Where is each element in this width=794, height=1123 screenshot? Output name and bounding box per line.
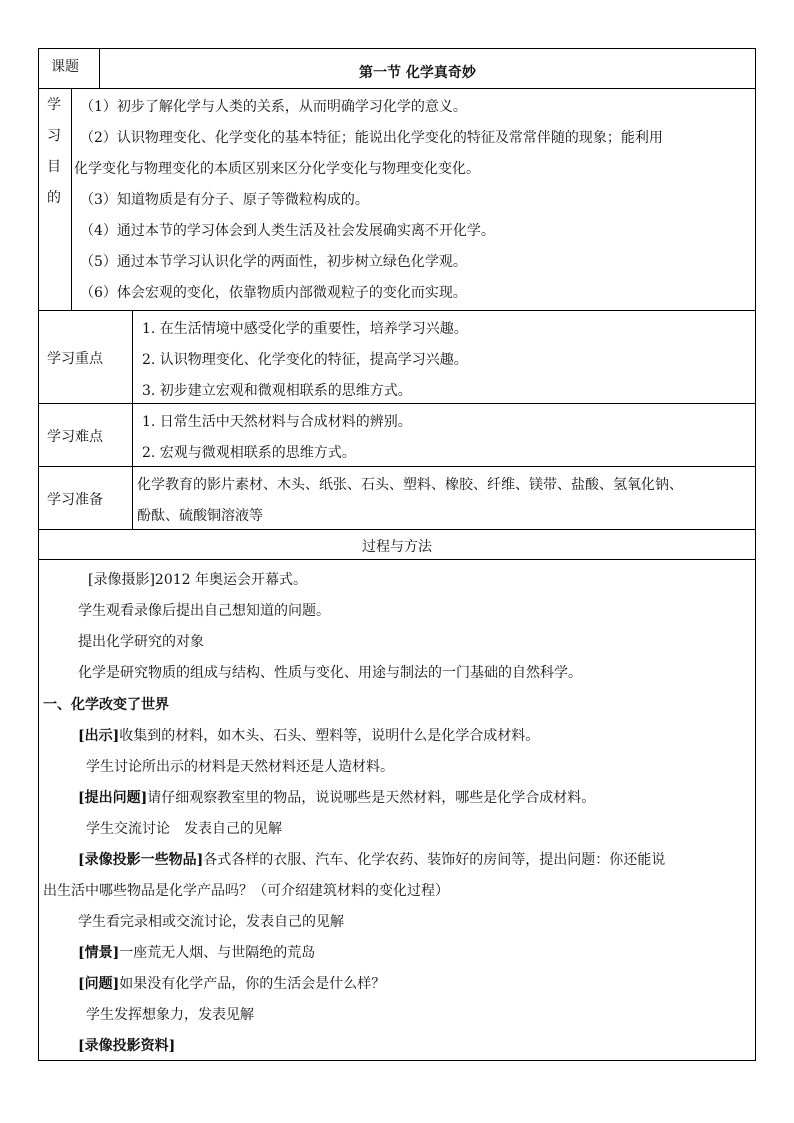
divider xyxy=(71,89,72,310)
process-text: 各式各样的衣服、汽车、化学农药、装饰好的房间等，提出问题：你还能说 xyxy=(203,852,666,868)
difficulty-item: 2. 宏观与微观相联系的思维方式。 xyxy=(142,445,356,461)
objectives-row xyxy=(39,89,755,311)
process-tag: [提出问题] xyxy=(78,790,148,806)
process-text: 收集到的材料，如木头、石头、塑料等，说明什么是化学合成材料。 xyxy=(119,728,540,744)
difficulties-row xyxy=(39,404,755,467)
key-point-item: 3. 初步建立宏观和微观相联系的思维方式。 xyxy=(142,383,412,399)
preparation-label: 学习准备 xyxy=(47,492,103,508)
process-text: 如果没有化学产品，你的生活会是什么样？ xyxy=(119,976,386,992)
divider xyxy=(99,49,100,88)
divider xyxy=(132,467,133,529)
process-line xyxy=(78,849,665,869)
process-line: 学生发挥想象力，发表见解 xyxy=(86,1007,254,1023)
process-text: 一座荒无人烟、与世隔绝的荒岛 xyxy=(119,945,316,961)
objective-line: （6）体会宏观的变化，依靠物质内部微观粒子的变化而实现。 xyxy=(80,285,467,301)
process-line: 提出化学研究的对象 xyxy=(78,634,204,650)
process-text: 请仔细观察教室里的物品，说说哪些是天然材料，哪些是化学合成材料。 xyxy=(147,790,596,806)
objective-line: （3）知道物质是有分子、原子等微粒构成的。 xyxy=(80,192,369,208)
process-line: 学生讨论所出示的材料是天然材料还是人造材料。 xyxy=(86,759,394,775)
objective-line: （5）通过本节学习认识化学的两面性，初步树立绿色化学观。 xyxy=(80,254,467,270)
process-header: 过程与方法 xyxy=(362,539,432,555)
process-tag: [问题] xyxy=(78,976,120,992)
process-line: 学生观看录像后提出自己想知道的问题。 xyxy=(78,603,330,619)
objectives-label-char: 的 xyxy=(47,190,61,206)
process-line: 出生活中哪些物品是化学产品吗？（可介绍建筑材料的变化过程） xyxy=(43,883,449,899)
objective-line: （2）认识物理变化、化学变化的基本特征；能说出化学变化的特征及常常伴随的现象；能利用 xyxy=(80,130,663,146)
process-line xyxy=(78,973,385,993)
section-heading: 一、化学改变了世界 xyxy=(43,697,169,713)
divider xyxy=(132,404,133,466)
objectives-label-char: 学 xyxy=(47,97,61,113)
process-line: 化学是研究物质的组成与结构、性质与变化、用途与制法的一门基础的自然科学。 xyxy=(78,665,582,681)
objective-line: （1）初步了解化学与人类的关系，从而明确学习化学的意义。 xyxy=(80,99,467,115)
difficulty-item: 1. 日常生活中天然材料与合成材料的辨别。 xyxy=(142,414,412,430)
process-header-row xyxy=(39,530,755,560)
preparation-line: 化学教育的影片素材、木头、纸张、石头、塑料、橡胶、纤维、镁带、盐酸、氢氧化钠、 xyxy=(137,477,683,493)
key-points-label: 学习重点 xyxy=(47,351,103,367)
process-line: 学生交流讨论 发表自己的见解 xyxy=(86,821,282,837)
process-line xyxy=(78,787,595,807)
page-title: 第一节 化学真奇妙 xyxy=(359,65,476,81)
difficulties-label: 学习难点 xyxy=(47,429,103,445)
lesson-plan-table xyxy=(38,48,756,1061)
objectives-label-char: 习 xyxy=(47,128,61,144)
title-row xyxy=(39,49,755,89)
key-point-item: 2. 认识物理变化、化学变化的特征，提高学习兴趣。 xyxy=(142,352,468,368)
process-tag: [录像投影一些物品] xyxy=(78,852,204,868)
process-tag: [情景] xyxy=(78,945,120,961)
objective-line: （4）通过本节的学习体会到人类生活及社会发展确实离不开化学。 xyxy=(80,223,495,239)
process-line xyxy=(78,725,539,745)
process-tag: [出示] xyxy=(78,728,120,744)
preparation-line: 酚酞、硫酸铜溶液等 xyxy=(137,508,263,524)
key-point-item: 1. 在生活情境中感受化学的重要性，培养学习兴趣。 xyxy=(142,321,468,337)
divider xyxy=(132,311,133,403)
process-line: [录像摄影]2012 年奥运会开幕式。 xyxy=(88,572,308,588)
process-line xyxy=(78,942,315,962)
preparation-row xyxy=(39,467,755,530)
objective-line: 化学变化与物理变化的本质区别来区分化学变化与物理变化变化。 xyxy=(74,161,480,177)
process-tag: [录像投影资料] xyxy=(78,1038,176,1054)
key-points-row xyxy=(39,311,755,404)
title-label: 课题 xyxy=(51,59,79,75)
objectives-label-char: 目 xyxy=(47,159,61,175)
process-line: 学生看完录相或交流讨论，发表自己的见解 xyxy=(78,914,344,930)
